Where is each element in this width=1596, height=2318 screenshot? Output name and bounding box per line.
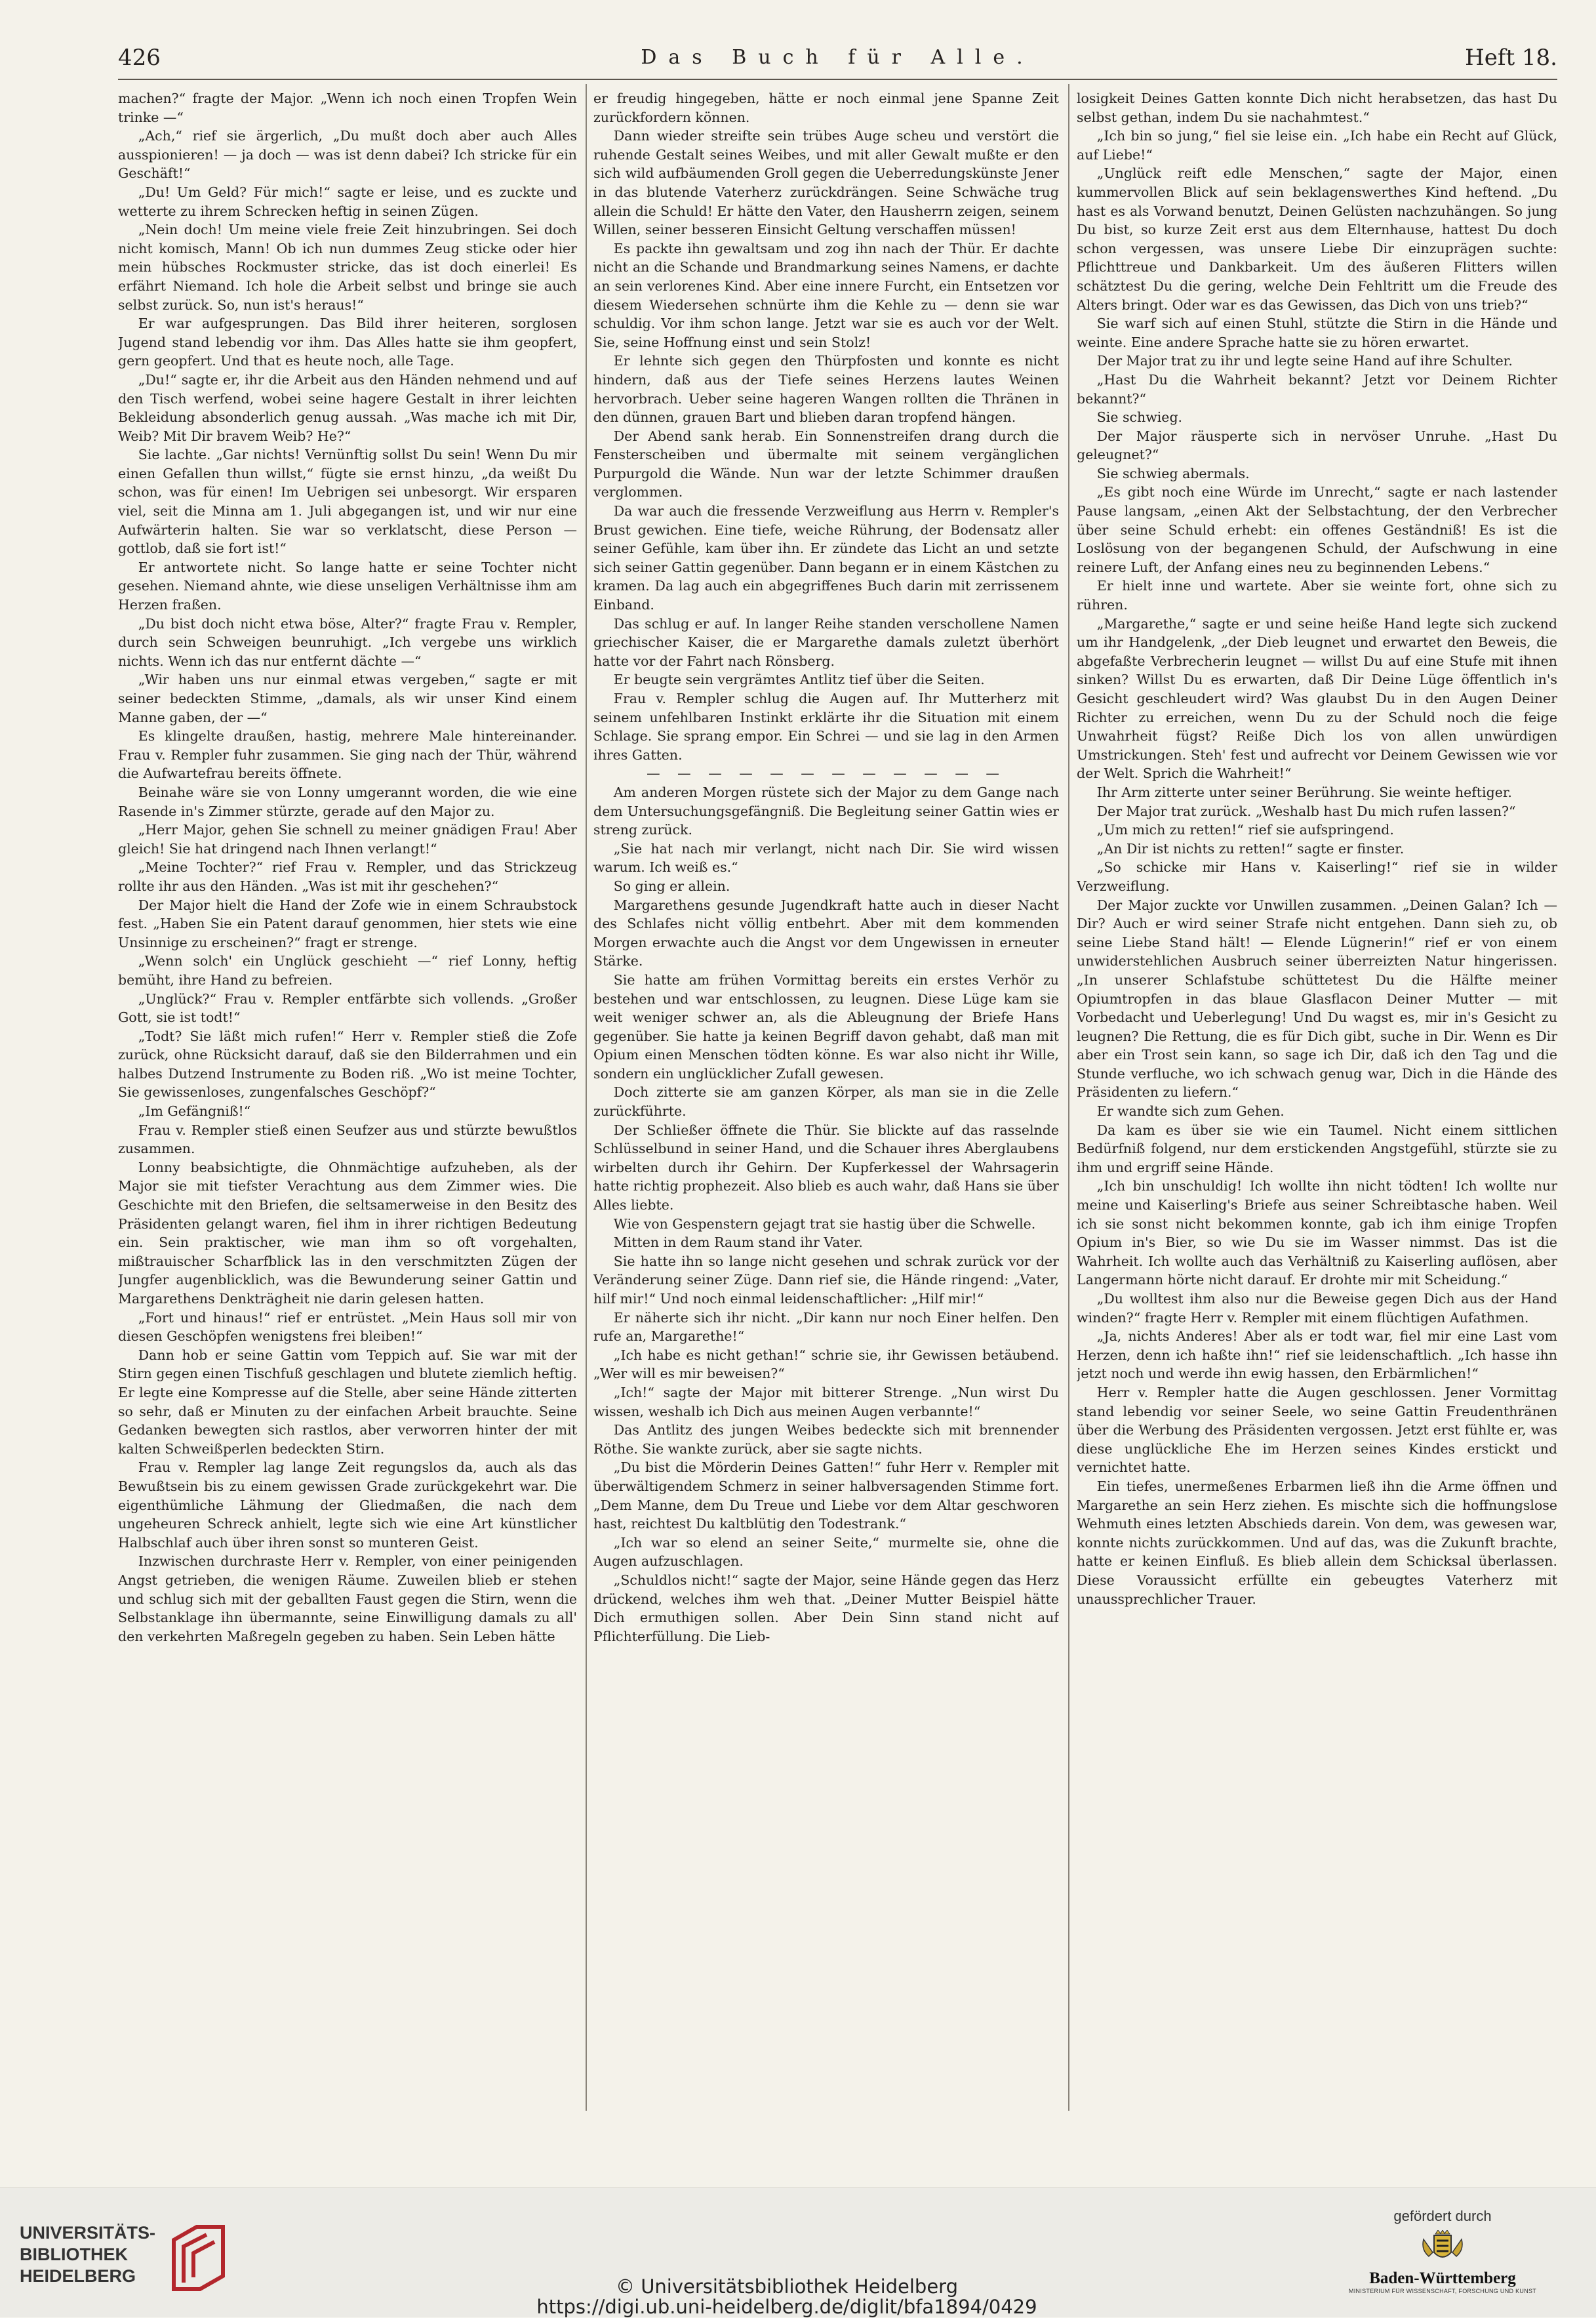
paragraph: „Hast Du die Wahrheit bekannt? Jetzt vor Deinem Richter bekannt?“ — [1077, 371, 1557, 407]
paragraph: Das schlug er auf. In langer Reihe standen verschollene Namen griechischer Kaiser, die er Margarethe damals zuletzt überhört hatte vor der Fahrt nach Rönsberg. — [593, 615, 1059, 669]
running-header — [118, 45, 1557, 80]
paragraph: „So schicke mir Hans v. Kaiserling!“ rief sie in wilder Verzweiflung. — [1077, 859, 1557, 894]
paragraph: Mitten in dem Raum stand ihr Vater. — [613, 1234, 863, 1251]
paragraph: „Sie hat nach mir verlangt, nicht nach Dir. Sie wird wissen warum. Ich weiß es.“ — [593, 840, 1059, 876]
paragraph: „Herr Major, gehen Sie schnell zu meiner gnädigen Frau! Aber gleich! Sie hat dringend nach Ihnen verlangt!“ — [118, 822, 577, 857]
paragraph: „Um mich zu retten!“ rief sie aufspringend. — [1096, 822, 1394, 838]
paragraph: Doch zitterte sie am ganzen Körper, als man sie in die Zelle zurückführte. — [593, 1084, 1059, 1120]
paragraph: Er antwortete nicht. So lange hatte er seine Tochter nicht gesehen. Niemand ahnte, wie diese unseligen Verhältnisse ihm am Herzen fraßen. — [118, 559, 577, 613]
paragraph: „Du wolltest ihm also nur die Beweise gegen Dich aus der Hand winden?“ fragte Herr v. Rempler mit einem flüchtigen Aufathmen. — [1077, 1291, 1557, 1326]
paragraph: Er lehnte sich gegen den Thürpfosten und konnte es nicht hindern, daß aus der Tiefe seines Herzens lautes Weinen hervorbrach. Ueber seine hageren Wangen rollten die Thränen in den dünnen, grauen Bart und blieben daran tropfend hängen. — [593, 353, 1059, 426]
paragraph: Der Major hielt die Hand der Zofe wie in einem Schraubstock fest. „Haben Sie ein Patent darauf genommen, hier stets wie eine Unsinnige zu erscheinen?“ fragt er strenge. — [118, 897, 577, 950]
coat-of-arms-icon — [1420, 2230, 1466, 2267]
paragraph: Sie schwieg. — [1096, 409, 1183, 426]
paragraph: er freudig hingegeben, hätte er noch einmal jene Spanne Zeit zurückfordern können. — [593, 91, 1059, 125]
text-column-3 — [1077, 89, 1557, 2109]
paragraph: „Nein doch! Um meine viele freie Zeit hinzubringen. Sei doch nicht komisch, Mann! Ob ich nun dummes Zeug sticke oder hier mein hübsches Rockmuster stricke, das ist doch einerlei! Es erfährt Niemand. Ich hole die Arbeit selbst und bringe sie auch selbst zurück. So, nun ist's heraus!“ — [118, 222, 577, 313]
paragraph: Sie schwieg abermals. — [1096, 465, 1250, 481]
permalink[interactable]: https://digi.ub.uni-heidelberg.de/diglit/bfa1894/0429 — [536, 2296, 1037, 2318]
issue-number: Heft 18. — [1465, 45, 1557, 71]
paragraph: losigkeit Deines Gatten konnte Dich nicht herabsetzen, das hast Du selbst gethan, indem Du sie nachahmtest.“ — [1077, 91, 1557, 125]
paragraph: „Ich bin unschuldig! Ich wollte ihn nicht tödten! Ich wollte nur meine und Kaiserling's Briefe aus seiner Schreibtasche haben. Weil ich sie sonst nicht bekommen konnte, gab ich ihm einige Tropfen Opium in's Bier, so wie Du sie im Wasser nimmst. Das ist die Wahrheit. Ich wollte auch das Verhältniß zu Kaiserling auflösen, aber Langermann hörte nicht darauf. Er drohte mir mit Scheidung.“ — [1077, 1178, 1557, 1288]
paragraph: Frau v. Rempler lag lange Zeit regungslos da, auch als das Bewußtsein bis zu einem gewissen Grade zurückgekehrt war. Die eigenthümliche Lähmung der Gliedmaßen, die nach dem ungeheuren Schreck anhielt, legte sich wie eine Art künstlicher Halbschlaf auch über ihren sonst so munteren Geist. — [118, 1459, 577, 1551]
paragraph: „Ich bin so jung,“ fiel sie leise ein. „Ich habe ein Recht auf Glück, auf Liebe!“ — [1077, 128, 1557, 163]
paragraph: machen?“ fragte der Major. „Wenn ich noch einen Tropfen Wein trinke —“ — [118, 91, 577, 125]
text-column-1 — [118, 89, 577, 2109]
paragraph: Lonny beabsichtigte, die Ohnmächtige aufzuheben, als der Major sie mit tiefster Verachtung aus dem Zimmer wies. Die Geschichte mit den Briefen, die seltsamerweise in den Besitz des Präsidenten gelangt waren, fiel ihm in ihrer richtigen Bedeutung ein. Sein praktischer, wie man ihm so oft vorgehalten, mißtrauischer Scharfblick las in den verschmitzten Zügen der Jungfer augenblicklich, was die Bewunderung seiner Gattin und Margarethens Denkträgheit nie darin gelesen hatten. — [118, 1159, 577, 1307]
paragraph: Es packte ihn gewaltsam und zog ihn nach der Thür. Er dachte nicht an die Schande und Brandmarkung seines Namens, er dachte an sein verlorenes Kind. Aber eine innere Furcht, ein Entsetzen vor diesem Wiedersehen schnürte ihm die Kehle zu — denn sie war schuldig. Vor ihm schon lange. Jetzt war sie es auch vor der Welt. Sie, seine Hoffnung einst und sein Stolz! — [593, 240, 1059, 350]
sponsor-ministry: MINISTERIUM FÜR WISSENSCHAFT, FORSCHUNG UND KUNST — [1348, 2288, 1537, 2294]
paragraph: Frau v. Rempler schlug die Augen auf. Ihr Mutterherz mit seinem unfehlbaren Instinkt erklärte ihr die Situation mit einem Schlage. Sie sprang empor. Ein Schrei — und sie lag in den Armen ihres Gatten. — [593, 691, 1059, 763]
credits — [459, 2277, 1115, 2317]
paragraph: Herr v. Rempler hatte die Augen geschlossen. Jener Vormittag stand lebendig vor seiner Seele, wo seine Gattin Freudenthränen über die Werbung des Präsidenten vergossen. Jetzt erst fühlte er, was diese unglückliche Ehe im Herzen seines Kindes erstickt und vernichtet hatte. — [1077, 1384, 1557, 1476]
paragraph: „Ich war so elend an seiner Seite,“ murmelte sie, ohne die Augen aufzuschlagen. — [593, 1534, 1059, 1570]
paragraph: Er näherte sich ihr nicht. „Dir kann nur noch Einer helfen. Den rufe an, Margarethe!“ — [593, 1309, 1059, 1345]
running-title: Das Buch für Alle. — [641, 46, 1035, 69]
paragraph: Wie von Gespenstern gejagt trat sie hastig über die Schwelle. — [613, 1215, 1036, 1232]
paragraph: „Ach,“ rief sie ärgerlich, „Du mußt doch aber auch Alles ausspionieren! — ja doch — was ist denn dabei? Ich stricke für ein Geschäft!“ — [118, 128, 577, 182]
paragraph: „Ja, nichts Anderes! Aber als er todt war, fiel mir eine Last vom Herzen, denn ich haßte ihn!“ rief sie leidenschaftlich. „Ich hasse ihn jetzt noch und werde ihn ewig hassen, den Erbärmlichen!“ — [1077, 1328, 1557, 1382]
copyright-line: © Universitätsbibliothek Heidelberg — [615, 2275, 958, 2298]
paragraph: „Fort und hinaus!“ rief er entrüstet. „Mein Haus soll mir von diesen Geschöpfen wenigstens frei bleiben!“ — [118, 1309, 577, 1345]
paragraph: „Du bist die Mörderin Deines Gatten!“ fuhr Herr v. Rempler mit überwältigendem Schmerz in seiner halbversagenden Stimme fort. „Dem Manne, dem Du Treue und Liebe vor dem Altar geschworen hast, reichtest Du kaltblütig den Todestrank.“ — [593, 1459, 1059, 1532]
paragraph: Der Major trat zu ihr und legte seine Hand auf ihre Schulter. — [1096, 353, 1513, 369]
paragraph: — — — — — — — — — — — — — [647, 765, 1006, 782]
paragraph: Es klingelte draußen, hastig, mehrere Male hintereinander. Frau v. Rempler fuhr zusammen. Sie ging nach der Thür, während die Aufwartefrau bereits öffnete. — [118, 728, 577, 782]
paragraph: Margarethens gesunde Jugendkraft hatte auch in dieser Nacht des Schlafes nicht völlig entbehrt. Aber mit dem kommenden Morgen erwachte auch die Angst vor dem Ungewissen in erneuter Stärke. — [593, 897, 1059, 969]
paragraph: „Unglück reift edle Menschen,“ sagte der Major, einen kummervollen Blick auf sein beklagenswerthes Kind heftend. „Du hast es als Vorwand benutzt, Deinen Gelüsten nachzuhängen. So jung Du bist, so kurze Zeit erst aus dem Elternhause, hattest Du doch schon vergessen, was unsere Liebe Dir einzuprägen suchte: Pflichttreue und Dankbarkeit. Um des äußeren Flitters willen schätztest Du die gering, welche Dein Fehltritt um die Freude des Alters bringt. Oder war es das Gewissen, das Dich von uns trieb?“ — [1077, 165, 1557, 313]
paragraph: „Meine Tochter?“ rief Frau v. Rempler, und das Strickzeug rollte ihr aus den Händen. „Was ist mit ihr geschehen?“ — [118, 859, 577, 894]
paragraph: „Du! Um Geld? Für mich!“ sagte er leise, und es zuckte und wetterte zu ihrem Schrecken heftig in seinen Zügen. — [118, 184, 577, 219]
paragraph: Der Major zuckte vor Unwillen zusammen. „Deinen Galan? Ich — Dir? Auch er wird seiner Strafe nicht entgehen. Dann sieh zu, ob seine Liebe Stand hält! — Elende Lügnerin!“ rief er von einem unwiderstehlichen Ausbruch seiner überreizten Natur hingerissen. „In unserer Schlafstube schüttetest Du die Hälfte meiner Opiumtropfen in das blaue Glasflacon Deiner Mutter — mit Vorbedacht und Ueberlegung! Und Du wagst es, mir in's Gesicht zu leugnen? Die Rettung, die es für Dich gibt, suche in Dir. Wenn es Dir aber ein Trost sein kann, so sage ich Dir, daß ich den Tag und die Stunde verfluche, wo ich schwach genug war, Dich in die Hände des Präsidenten zu liefern.“ — [1077, 897, 1557, 1101]
paragraph: „Ich habe es nicht gethan!“ schrie sie, ihr Gewissen betäubend. „Wer will es mir beweisen?“ — [593, 1347, 1059, 1382]
paragraph: Beinahe wäre sie von Lonny umgerannt worden, die wie eine Rasende in's Zimmer stürzte, gerade auf den Major zu. — [118, 784, 577, 819]
paragraph: „Ich!“ sagte der Major mit bitterer Strenge. „Nun wirst Du wissen, weshalb ich Dich aus meinen Augen verbannte!“ — [593, 1384, 1059, 1419]
paragraph: „An Dir ist nichts zu retten!“ sagte er finster. — [1096, 840, 1405, 857]
paragraph: Da war auch die fressende Verzweiflung aus Herrn v. Rempler's Brust gewichen. Eine tiefe, weiche Rührung, der Bodensatz aller seiner Gefühle, kam über ihn. Er zündete das Licht an und setzte sich seiner Gattin gegenüber. Dann begann er in einem Kästchen zu kramen. Da lag auch ein abgegriffenes Buch darin mit zerrissenem Einband. — [593, 503, 1059, 613]
library-logo[interactable] — [20, 2217, 243, 2296]
paragraph: Er hielt inne und wartete. Aber sie weinte fort, ohne sich zu rühren. — [1077, 578, 1557, 613]
paragraph: Sie hatte am frühen Vormittag bereits ein erstes Verhör zu bestehen und war entschlossen, zu leugnen. Diese Lüge kam sie weit weniger schwer an, als die Ableugnung der Briefe Hans gegenüber. Sie hatte ja keinen Begriff davon gehabt, daß man mit Opium einen Menschen tödten könne. Es war also nicht ihr Wille, sondern ein unglücklicher Zufall gewesen. — [593, 971, 1059, 1082]
paragraph: „Margarethe,“ sagte er und seine heiße Hand legte sich zuckend um ihr Handgelenk, „der Dieb leugnet und erwartet den Beweis, die abgefaßte Verbrecherin leugnet — willst Du auf eine Stufe mit ihnen sinken? Willst Du es erwarten, daß Dir Deine Lüge öffentlich in's Gesicht geschleudert wird? Was glaubst Du in den Augen Deiner Richter zu erreichen, wenn Du zu der Schuld noch die feige Unwahrheit fügst? Reiße Dich los von allen unwürdigen Umstrickungen. Steh' fest und aufrecht vor Deinem Gewissen wie vor der Welt. Sprich die Wahrheit!“ — [1077, 615, 1557, 782]
paragraph: Ihr Arm zitterte unter seiner Berührung. Sie weinte heftiger. — [1096, 784, 1512, 800]
paragraph: Ein tiefes, unermeßenes Erbarmen ließ ihn die Arme öffnen und Margarethe an sein Herz ziehen. Es mischte sich die hoffnungslose Wehmuth eines letzten Abschieds darein. Von dem, was gewesen war, konnte nichts zurückkommen. Und auf das, was die Zukunft brachte, hatte er keinen Einfluß. Es blieb allein dem Schicksal überlassen. Diese Voraussicht erfüllte ein gebeugtes Vaterherz mit unaussprechlicher Trauer. — [1077, 1478, 1557, 1607]
paragraph: Inzwischen durchraste Herr v. Rempler, von einer peinigenden Angst getrieben, die wenigen Räume. Zuweilen blieb er stehen und schlug sich mit der geballten Faust gegen die Stirn, wenn die Selbstanklage ihn übermannte, seine Einwilligung damals zu all' den verkehrten Maßregeln gegeben zu haben. Sein Leben hätte — [118, 1553, 577, 1644]
library-emblem-icon — [161, 2217, 239, 2296]
paragraph: Sie lachte. „Gar nichts! Vernünftig sollst Du sein! Wenn Du mir einen Gefallen thun willst,“ fügte sie ernst hinzu, „da weißt Du schon, was für einen! Im Uebrigen sei unbesorgt. Wir ersparen viel, seit die Minna am 1. Juli abgegangen ist, und wir nur eine Aufwärterin halten. Sie war so verklatscht, diese Person — gottlob, daß sie fort ist!“ — [118, 447, 577, 557]
paragraph: Dann wieder streifte sein trübes Auge scheu und verstört die ruhende Gestalt seines Weibes, und mit aller Gewalt mußte er den sich wild aufbäumenden Groll gegen die Ueberredungskünste Jener in das blutende Vaterherz zurückdrängen. Seine Schwäche trug allein die Schuld! Er hätte den Vater, den Hausherrn zeigen, seinem Willen, seiner besseren Einsicht Geltung verschaffen müssen! — [593, 128, 1059, 238]
paragraph: Frau v. Rempler stieß einen Seufzer aus und stürzte bewußtlos zusammen. — [118, 1122, 577, 1157]
paragraph: Er wandte sich zum Gehen. — [1096, 1103, 1285, 1120]
paragraph: „Unglück?“ Frau v. Rempler entfärbte sich vollends. „Großer Gott, sie ist todt!“ — [118, 990, 577, 1026]
paragraph: „Schuldlos nicht!“ sagte der Major, seine Hände gegen das Herz drückend, welches ihm weh that. „Deiner Mutter Beispiel hätte Dich ermuthigen sollen. Aber Dein Sinn stand nicht auf Pflichterfüllung. Die Lieb- — [593, 1572, 1059, 1644]
paragraph: Der Major räusperte sich in nervöser Unruhe. „Hast Du geleugnet?“ — [1077, 428, 1557, 463]
paragraph: So ging er allein. — [613, 878, 730, 894]
paragraph: Sie hatte ihn so lange nicht gesehen und schrak zurück vor der Veränderung seiner Züge. Dann rief sie, die Hände ringend: „Vater, hilf mir!“ Und noch einmal leidenschaftlicher: „Hilf mir!“ — [593, 1253, 1059, 1307]
library-name: UNIVERSITÄTS- BIBLIOTHEK HEIDELBERG — [20, 2223, 156, 2286]
text-column-2 — [593, 89, 1059, 2109]
sponsor-block[interactable] — [1331, 2208, 1554, 2313]
paragraph: Dann hob er seine Gattin vom Teppich auf. Sie war mit der Stirn gegen einen Tischfuß geschlagen und blutete ziemlich heftig. Er legte eine Kompresse auf die Stelle, aber seine Hände zitterten so sehr, daß er Minuten zu der einfachen Arbeit brauchte. Seine Gedanken bewegten sich rastlos, aber verworren hinter der mit kalten Schweißperlen bedeckten Stirn. — [118, 1347, 577, 1457]
paragraph: Der Abend sank herab. Ein Sonnenstreifen drang durch die Fensterscheiben und übermalte mit seinem vergänglichen Purpurgold die Wände. Nun war der letzte Schimmer draußen verglommen. — [593, 428, 1059, 500]
column-divider — [1068, 84, 1069, 2111]
paragraph: Er beugte sein vergrämtes Antlitz tief über die Seiten. — [613, 672, 985, 688]
paragraph: „Wir haben uns nur einmal etwas vergeben,“ sagte er mit seiner bedeckten Stimme, „damals, als wir unser Kind einem Manne gaben, der —“ — [118, 672, 577, 725]
paragraph: „Im Gefängniß!“ — [138, 1103, 251, 1120]
paragraph: „Es gibt noch eine Würde im Unrecht,“ sagte er nach lastender Pause langsam, „einen Akt der Selbstachtung, der den Verbrecher über seine Schuld erhebt: ein offenes Geständniß! Es ist die Loslösung von der begangenen Schuld, der Aufschwung in eine reinere Luft, der Anfang eines neu zu beginnenden Lebens.“ — [1077, 484, 1557, 575]
sponsor-name: Baden-Württemberg — [1369, 2269, 1516, 2287]
paragraph: „Du!“ sagte er, ihr die Arbeit aus den Händen nehmend und auf den Tisch werfend, wobei seine hagere Gestalt in ihrer leichten Bekleidung absonderlich genug aussah. „Was mache ich mit Dir, Weib? Mit Dir bravem Weib? He?“ — [118, 371, 577, 444]
paragraph: „Todt? Sie läßt mich rufen!“ Herr v. Rempler stieß die Zofe zurück, ohne Rücksicht darauf, daß sie den Bilderrahmen und ein halbes Dutzend Instrumente zu Boden riß. „Wo ist meine Tochter, Sie gewissenloses, zungenfalsches Geschöpf?“ — [118, 1028, 577, 1101]
paragraph: Er war aufgesprungen. Das Bild ihrer heiteren, sorglosen Jugend stand lebendig vor ihm. Das Alles hatte sie ihm geopfert, gern geopfert. Und that es heute noch, alle Tage. — [118, 315, 577, 369]
paragraph: Das Antlitz des jungen Weibes bedeckte sich mit brennender Röthe. Sie wankte zurück, aber sie sagte nichts. — [593, 1422, 1059, 1457]
page-number: 426 — [118, 45, 161, 71]
paragraph: Der Schließer öffnete die Thür. Sie blickte auf das rasselnde Schlüsselbund in seiner Hand, und die Schauer ihres Aberglaubens wirbelten durch ihr Gehirn. Der Kupferkessel der Wahrsagerin hatte richtig prophezeit. Also blieb es auch wahr, daß Hans sie über Alles liebte. — [593, 1122, 1059, 1213]
paragraph: „Wenn solch' ein Unglück geschieht —“ rief Lonny, heftig bemüht, ihre Hand zu befreien. — [118, 953, 577, 988]
paragraph: Am anderen Morgen rüstete sich der Major zu dem Gange nach dem Untersuchungsgefängniß. Die Begleitung seiner Gattin wies er streng zurück. — [593, 784, 1059, 838]
funded-by-label: gefördert durch — [1393, 2208, 1492, 2224]
column-divider — [586, 84, 587, 2111]
paragraph: Der Major trat zurück. „Weshalb hast Du mich rufen lassen?“ — [1096, 803, 1516, 819]
paragraph: Sie warf sich auf einen Stuhl, stützte die Stirn in die Hände und weinte. Eine andere Sprache hatte sie zu hören erwartet. — [1077, 315, 1557, 350]
paragraph: Da kam es über sie wie ein Taumel. Nicht einem sittlichen Bedürfniß folgend, nur dem erstickenden Angstgefühl, stürzte sie zu ihm und ergriff seine Hände. — [1077, 1122, 1557, 1175]
digitization-footer — [0, 2187, 1596, 2317]
paragraph: „Du bist doch nicht etwa böse, Alter?“ fragte Frau v. Rempler, durch sein Schweigen beunruhigt. „Ich vergebe uns wirklich nichts. Wenn ich das nur entfernt dächte —“ — [118, 615, 577, 669]
